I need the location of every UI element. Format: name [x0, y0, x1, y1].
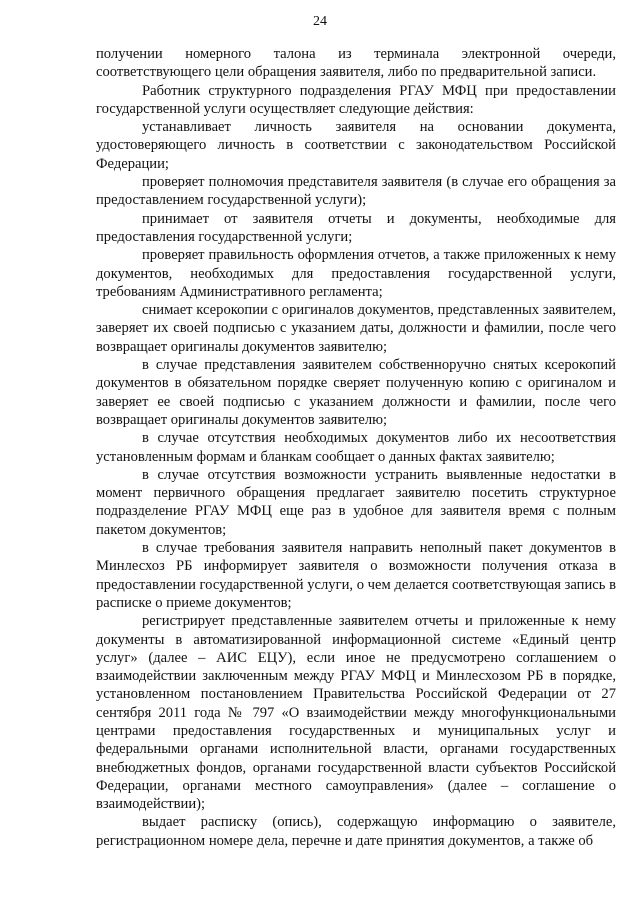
paragraph: в случае отсутствия необходимых документов либо их несоответствия установленным формам и бланкам сообщает о данных фактах заявителю; [96, 430, 616, 465]
paragraph: проверяет правильность оформления отчетов, а также приложенных к нему документов, необходимых для предоставления государственной услуги, требованиям Административного регламента; [96, 247, 616, 300]
paragraph: получении номерного талона из терминала электронной очереди, соответствующего цели обращения заявителя, либо по предварительной записи. [96, 46, 616, 81]
page-number: 24 [313, 14, 327, 29]
paragraph: устанавливает личность заявителя на основании документа, удостоверяющего личность в соответствии с законодательством Российской Федерации; [96, 119, 616, 172]
document-body [96, 45, 616, 850]
paragraph: в случае представления заявителем собственноручно снятых ксерокопий документов в обязательном порядке сверяет полученную копию с оригиналом и заверяет ее своей подписью с указанием должности и фамилии, после чего возвращает оригиналы документов заявителю; [96, 357, 616, 428]
paragraph: в случае требования заявителя направить неполный пакет документов в Минлесхоз РБ информирует заявителя о возможности получения отказа в предоставлении государственной услуги, о чем делается соответствующая запись в расписке о приеме документов; [96, 540, 616, 611]
paragraph: снимает ксерокопии с оригиналов документов, представленных заявителем, заверяет их своей подписью с указанием даты, должности и фамилии, после чего возвращает оригиналы документов заявителю; [96, 302, 616, 355]
paragraph: регистрирует представленные заявителем отчеты и приложенные к нему документы в автоматизированной информационной системе «Единый центр услуг» (далее – АИС ЕЦУ), если иное не предусмотрено соглашением о взаимодействии заключенным между РГАУ МФЦ и Минлесхозом РБ в порядке, установленном постановлением Правительства Российской Федерации от 27 сентября 2011 года № 797 «О взаимодействии между многофункциональными центрами предоставления государственных и муниципальных услуг и федеральными органами исполнительной власти, органами государственных внебюджетных фондов, органами государственной власти субъектов Российской Федерации, органами местного самоуправления» (далее – соглашение о взаимодействии); [96, 613, 616, 813]
paragraph: в случае отсутствия возможности устранить выявленные недостатки в момент первичного обращения предлагает заявителю посетить структурное подразделение РГАУ МФЦ еще раз в удобное для заявителя время с полным пакетом документов; [96, 466, 616, 538]
paragraph: выдает расписку (опись), содержащую информацию о заявителе, регистрационном номере дела, перечне и дате принятия документов, а также об [96, 814, 616, 849]
paragraph: проверяет полномочия представителя заявителя (в случае его обращения за предоставлением государственной услуги); [96, 174, 616, 209]
paragraph: принимает от заявителя отчеты и документы, необходимые для предоставления государственной услуги; [96, 210, 616, 245]
paragraph: Работник структурного подразделения РГАУ МФЦ при предоставлении государственной услуги осуществляет следующие действия: [96, 82, 616, 117]
